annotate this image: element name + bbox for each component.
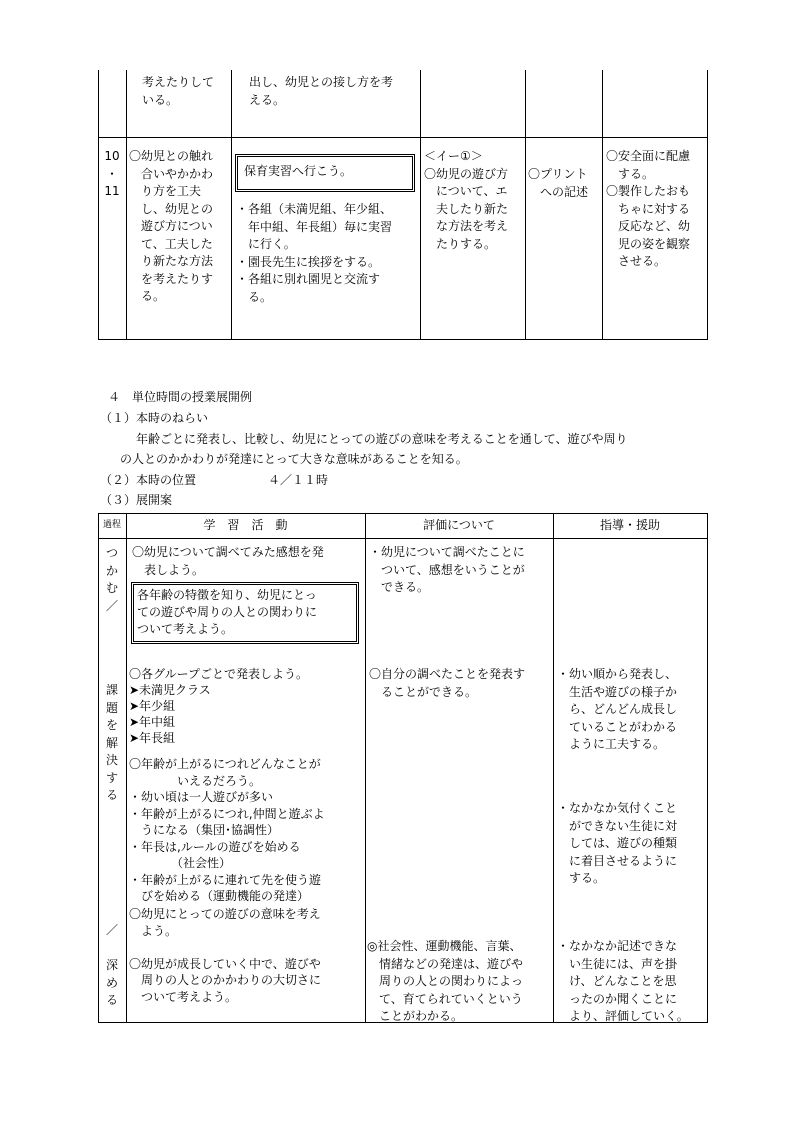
guide-writing-support: ・なかなか記述できな い生徒には、声を掛 け、どんなことを思 ったのか聞くことに より、評価していく。 xyxy=(557,939,689,1023)
goal-text: 〇幼児との触れ 合いやかかわ り方を工夫 し、幼児との 遊び方につい て、工夫した り新たな方法 を考えたりす る。 xyxy=(129,149,214,303)
aim-text-line2: の人とのかかわりが発達にとって大きな意味があることを知る。 xyxy=(120,452,468,466)
guide-presentation: ・幼い順から発表し、 生活や遊びの様子か ら、どんどん成長し ていることがわかる ように工夫する。 xyxy=(557,667,678,751)
process-deepen: ／ 深 め る xyxy=(105,923,118,1007)
plan-heading: （３）展開案 xyxy=(100,493,173,507)
goal-box xyxy=(131,582,359,644)
theme-box-text: 保育実習へ行こう。 xyxy=(244,164,353,178)
goal-box-text: 各年齢の特徴を知り、幼児にとっ ての遊びや周りの人との関わりに ついて考えよう。 xyxy=(137,588,318,636)
process-solve: 課 題 を 解 決 す る xyxy=(105,683,118,802)
eval-impressions: ・幼児について調べたことに ついて、感想をいうことが できる。 xyxy=(369,545,525,594)
guide-age-differences: ・なかなか気付くこと ができない生徒に対 しては、遊びの種類 に着目させるように する。 xyxy=(557,801,678,885)
section-heading: ４ 単位時間の授業展開例 xyxy=(108,390,253,404)
notes-text: 〇安全面に配慮 する。 〇製作したおも ちゃに対する 反応など、幼 児の姿を観察 させる。 xyxy=(606,149,691,268)
aim-heading: （１）本時のねらい xyxy=(100,411,209,425)
prev-row-activity-text: 出し、幼児との接し方を考 える。 xyxy=(249,75,394,107)
theme-box xyxy=(235,154,415,192)
eval-presentation: 〇自分の調べたことを発表す ることができる。 xyxy=(369,667,526,699)
activity-age-differences: 〇年齢が上がるにつれどんなことが いえるだろう。 ・幼い頃は一人遊びが多い ・年齢が上がるにつれ,仲間と遊ぶよ うになる（集団･協調性） ・年長は,ルールの遊びを始める （社会性） ・年齢が上がるに連れて先を使う遊 びを始める（運動機能の発達） xyxy=(129,757,325,903)
header-guidance: 指導・援助 xyxy=(599,518,660,532)
hour-number: 10 ・ 11 xyxy=(104,149,120,198)
activity-group-presentation: 〇各グループごとで発表しよう。 ➤未満児クラス ➤年少組 ➤年中組 ➤年長組 xyxy=(129,667,309,745)
eval-development: ◎社会性、運動機能、言葉、 情緒などの発達は、遊びや 周りの人との関わりによっ て、育てられていくという ことがわかる。 xyxy=(367,939,524,1023)
process-grasp: つ か む ／ xyxy=(105,546,118,613)
method-text: 〇プリント への記述 xyxy=(528,167,589,199)
aim-text-line1: 年齢ごとに発表し、比較し、幼児にとっての遊びの意味を考えることを通して、遊びや周り xyxy=(136,432,628,446)
position-label: （２）本時の位置 xyxy=(100,473,197,487)
evaluation-text: ＜イー①＞ 〇幼児の遊び方 について、エ 夫したり新た な方法を考え たりする。 xyxy=(424,149,509,251)
header-evaluation: 評価について xyxy=(423,518,495,532)
prev-row-learning-text: 考えたりして いる。 xyxy=(142,75,215,107)
activity-impressions: 〇幼児について調べてみた感想を発 表しよう。 xyxy=(132,545,324,577)
header-activity: 学 習 活 動 xyxy=(203,518,288,532)
activity-meaning-of-play: 〇幼児にとっての遊びの意味を考え よう。 〇幼児が成長していく中で、遊びや 周りの人とのかかわりの大切さに ついて考えよう。 xyxy=(129,907,322,1004)
position-value: ４／１１時 xyxy=(268,473,329,487)
activity-list: ・各組（未満児組、年少組、 年中組、年長組）毎に実習 に行く。 ・園長先生に挨拶をする。 ・各組に別れ園児と交流す る。 xyxy=(236,202,393,304)
header-process: 過程 xyxy=(102,520,121,530)
